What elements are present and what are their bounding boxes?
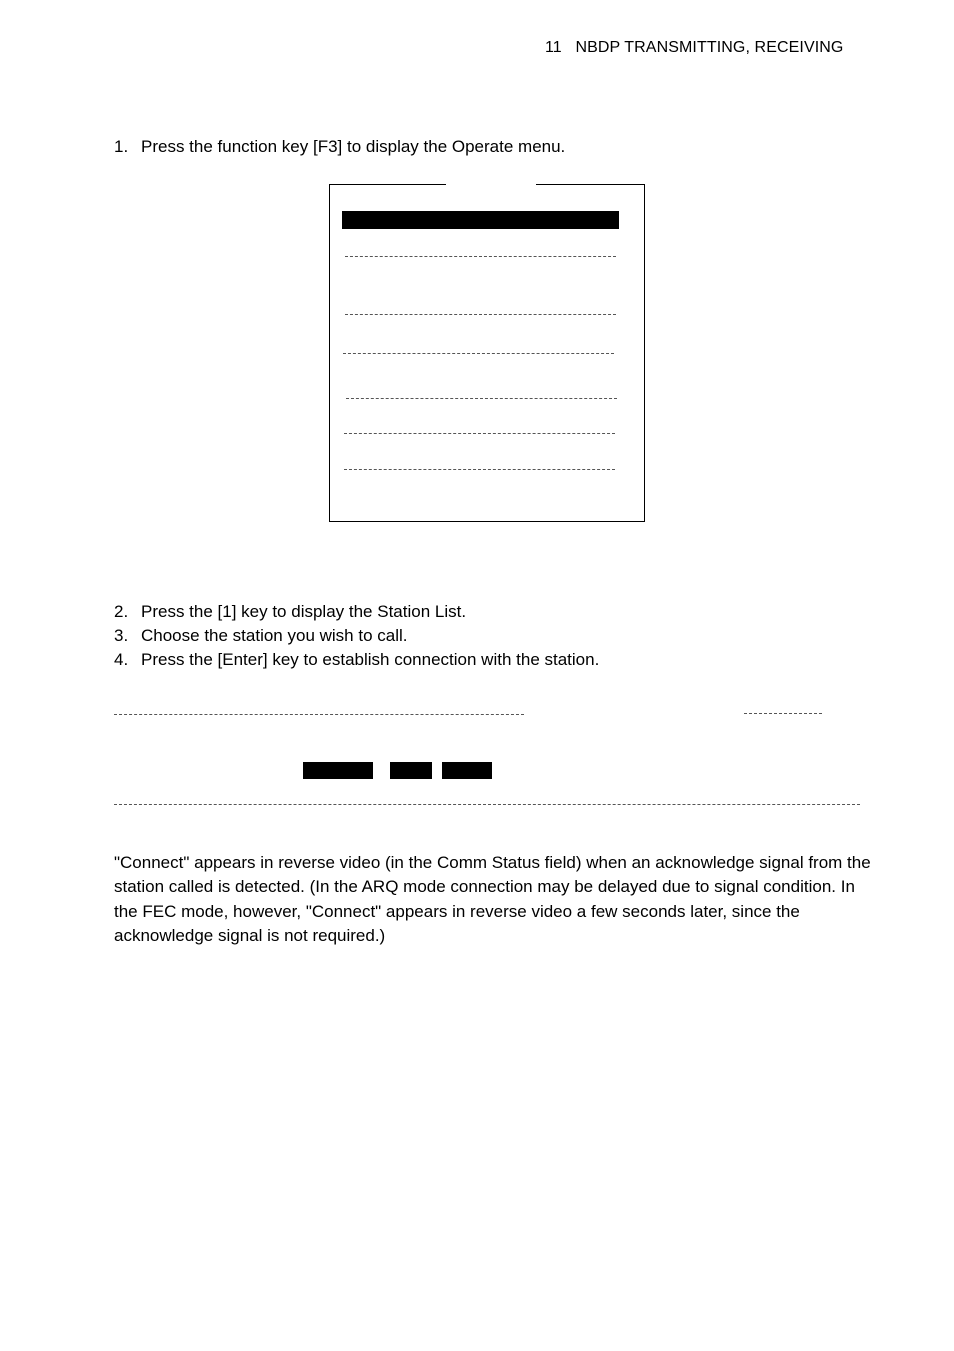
step-text: Press the function key [F3] to display the Operate menu.: [141, 137, 566, 156]
menu-divider: [345, 314, 616, 315]
status-divider-right: [744, 713, 822, 714]
step-number: 4.: [114, 650, 129, 669]
step-text: Press the [Enter] key to establish connection with the station.: [141, 650, 600, 669]
menu-title-gap: [446, 181, 536, 187]
step-3: [114, 626, 407, 646]
step-number: 2.: [114, 602, 129, 621]
step-text: Press the [1] key to display the Station List.: [141, 602, 467, 621]
step-number: 1.: [114, 137, 129, 156]
explanation-paragraph: "Connect" appears in reverse video (in the Comm Status field) when an acknowledge signal from the station called is detected. (In the ARQ mode connection may be delayed due to signal condition. In the FEC mode, however, "Connect" appears in reverse video a few seconds later, since the acknowledge signal is not required.): [114, 853, 871, 945]
menu-divider: [346, 398, 617, 399]
chapter-title: NBDP TRANSMITTING, RECEIVING: [575, 39, 844, 56]
reverse-video-field: [390, 762, 432, 779]
status-divider-bottom: [114, 804, 860, 805]
chapter-number: 11: [545, 39, 562, 56]
menu-divider: [343, 353, 614, 354]
page-header: [545, 39, 843, 57]
step-4: [114, 650, 599, 670]
step-text: Choose the station you wish to call.: [141, 626, 408, 645]
step-1: [114, 137, 565, 157]
step-2: [114, 602, 466, 622]
reverse-video-field: [303, 762, 373, 779]
menu-divider: [344, 469, 615, 470]
status-divider-left: [114, 714, 524, 715]
menu-divider: [345, 256, 616, 257]
menu-divider: [344, 433, 615, 434]
menu-highlight-bar: [342, 211, 619, 229]
reverse-video-field: [442, 762, 492, 779]
step-number: 3.: [114, 626, 129, 645]
